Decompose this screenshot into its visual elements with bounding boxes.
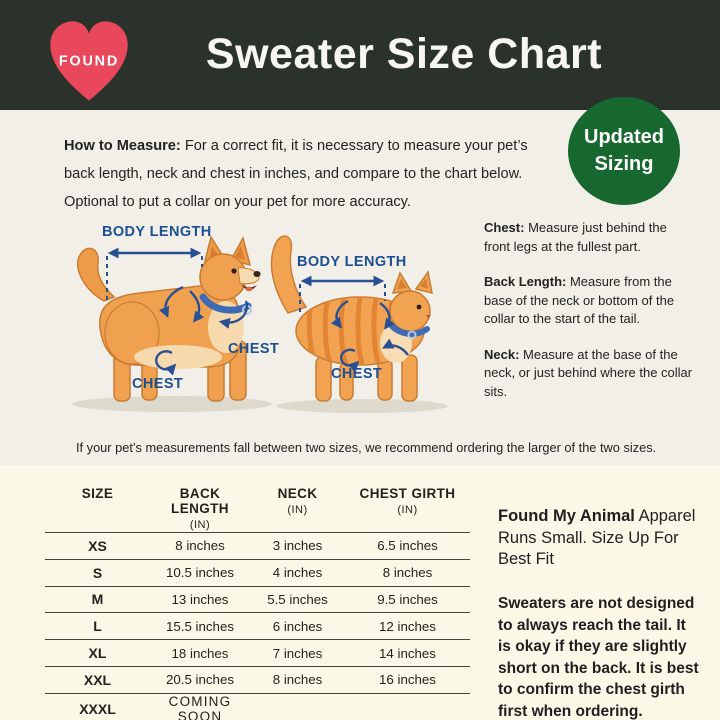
- size-table-section: [0, 465, 720, 720]
- table-row-l: [45, 612, 470, 639]
- col-unit-chest-girth: (IN): [397, 504, 418, 516]
- page-title: Sweater Size Chart: [205, 30, 603, 78]
- how-to-measure-text: For a correct fit, it is necessary to measure your pet’s back length, neck and chest in inches, and compare to the chart below. Optional to put a collar on your pet for more accuracy.: [64, 138, 528, 210]
- table-row-xxl: [45, 666, 470, 693]
- cat-head: [390, 291, 430, 331]
- brand-name: Found My Animal: [498, 507, 635, 525]
- cell-size: XXXL: [79, 700, 116, 717]
- cell-back-length: 8 inches: [175, 538, 225, 554]
- dog-chest-bottom-label: CHEST: [132, 376, 184, 392]
- instruction-chest: [484, 219, 696, 256]
- cell-back-length: 10.5 inches: [165, 565, 234, 581]
- cell-neck: 5.5 inches: [267, 591, 328, 607]
- table-row-xxxl: [45, 693, 470, 720]
- cell-chest-girth: 6.5 inches: [377, 538, 438, 554]
- header-bar: [0, 0, 720, 110]
- badge-line1: Updated: [584, 126, 664, 148]
- cell-size: M: [91, 591, 104, 608]
- how-to-measure-paragraph: [64, 132, 542, 216]
- cat-eye: [417, 305, 422, 310]
- size-table: [45, 478, 470, 720]
- col-header-chest-girth: CHEST GIRTH: [359, 486, 456, 501]
- col-header-size: SIZE: [81, 486, 114, 501]
- size-table-header: [45, 478, 470, 532]
- fit-note: [498, 506, 700, 571]
- table-row-m: [45, 586, 470, 613]
- instruction-chest-text: Measure just behind the front legs at the fullest part.: [484, 220, 667, 254]
- cell-neck: 3 inches: [272, 538, 323, 554]
- cat-shadow: [276, 399, 448, 413]
- cell-size: XS: [88, 537, 107, 554]
- instruction-neck-text: Measure at the base of the neck, or just behind where the collar sits.: [484, 346, 693, 399]
- cell-neck: 7 inches: [272, 645, 323, 661]
- cell-size: L: [93, 618, 102, 635]
- cell-neck: 4 inches: [272, 565, 323, 581]
- dog-nose: [253, 271, 260, 277]
- instruction-back-length-label: Back Length:: [484, 274, 567, 289]
- table-row-xl: [45, 639, 470, 666]
- dog-belly: [134, 345, 222, 369]
- instruction-chest-label: Chest:: [484, 220, 525, 235]
- updated-sizing-badge: [568, 97, 680, 205]
- col-unit-back-length: (IN): [189, 519, 211, 531]
- instruction-neck: [484, 346, 696, 402]
- cell-neck: 8 inches: [272, 672, 323, 688]
- cell-chest-girth: 14 inches: [379, 645, 436, 661]
- measurement-instructions: [484, 219, 696, 418]
- col-unit-neck: (IN): [287, 504, 308, 516]
- between-sizes-note: If your pet’s measurements fall between two sizes, we recommend ordering the larger of the two sizes.: [76, 440, 657, 455]
- dog-body-length-label: BODY LENGTH: [102, 224, 212, 240]
- fit-note-text: Apparel Runs Small. Size Up For Best Fit: [498, 507, 696, 568]
- instruction-back-length-text: Measure from the base of the neck or bottom of the collar to the start of the tail.: [484, 274, 675, 326]
- table-row-xs: [45, 532, 470, 559]
- col-header-back-length: BACK LENGTH: [171, 486, 229, 516]
- dog-tail: [78, 248, 114, 301]
- dog-chest-side-label: CHEST: [228, 341, 280, 357]
- how-to-measure-label: How to Measure:: [64, 138, 181, 154]
- col-header-neck: NECK: [277, 486, 318, 501]
- dog-tongue: [245, 287, 252, 291]
- sweater-design-note: Sweaters are not designed to always reach the tail. It is okay if they are slightly short on the back. It is best to confirm the chest girth first when ordering.: [498, 595, 699, 720]
- cell-back-length: 15.5 inches: [165, 618, 234, 634]
- cell-chest-girth: 9.5 inches: [377, 591, 438, 607]
- logo-text: FOUND: [58, 53, 120, 70]
- cell-chest-girth: 8 inches: [382, 565, 433, 581]
- badge-line2: Sizing: [594, 153, 654, 175]
- table-row-s: [45, 559, 470, 586]
- cell-neck: 6 inches: [272, 618, 323, 634]
- cell-chest-girth: 12 inches: [379, 618, 436, 634]
- dog-eye: [231, 268, 236, 273]
- cell-back-length: COMING SOON: [168, 693, 232, 720]
- cell-back-length: 20.5 inches: [165, 672, 234, 688]
- cell-back-length: 18 inches: [171, 645, 229, 661]
- cat-chest-label: CHEST: [331, 366, 383, 382]
- instruction-back-length: [484, 273, 696, 329]
- instruction-neck-label: Neck:: [484, 346, 520, 362]
- cell-size: S: [92, 564, 103, 581]
- cat-body-length-label: BODY LENGTH: [297, 254, 407, 270]
- cell-size: XL: [88, 645, 107, 662]
- cell-chest-girth: 16 inches: [379, 672, 436, 688]
- cell-back-length: 13 inches: [171, 591, 229, 607]
- cell-size: XXL: [83, 671, 112, 688]
- pet-measurement-illustration: [60, 215, 470, 420]
